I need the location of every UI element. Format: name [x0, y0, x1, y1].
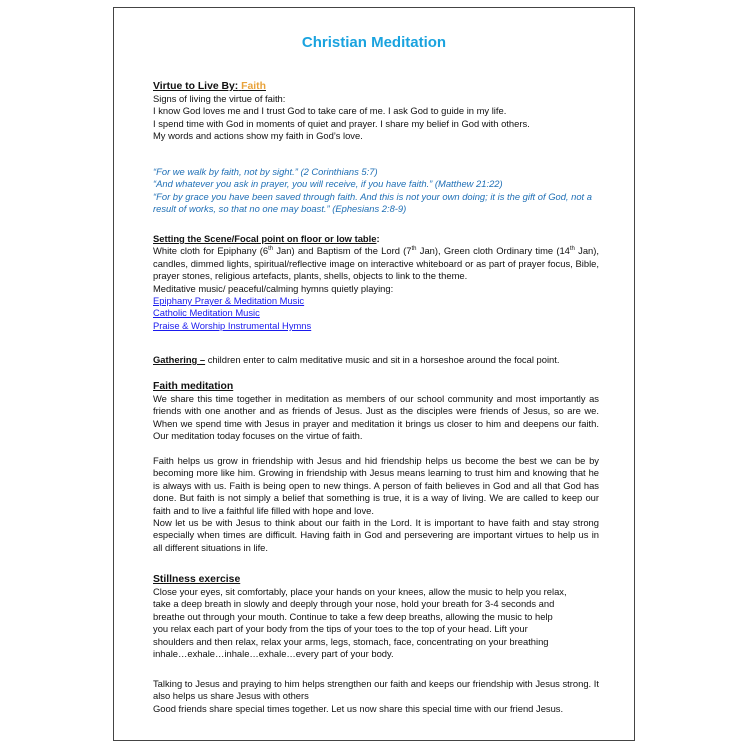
- virtue-heading: Virtue to Live By: Faith: [153, 81, 266, 92]
- closing-p2: Good friends share special times together. Let us now share this special time with our friend Jesus.: [153, 702, 564, 714]
- stillness-line-4: you relax each part of your body from the tips of your toes to the top of your head. Lift your: [153, 623, 528, 635]
- link-epiphany-music[interactable]: Epiphany Prayer & Meditation Music: [153, 295, 305, 307]
- virtue-sign-3: My words and actions show my faith in God’s love.: [153, 130, 363, 142]
- page-title: Christian Meditation: [301, 34, 447, 51]
- stillness-line-5: shoulders and then relax, relax your arms, legs, stomach, face, concentrating on your breathing: [153, 635, 549, 647]
- stillness-heading: Stillness exercise: [153, 574, 241, 585]
- quote-1: “For we walk by faith, not by sight.” (2 Corinthians 5:7): [153, 166, 378, 177]
- stillness-section: [153, 573, 599, 660]
- stillness-line-6: inhale…exhale…inhale…exhale…every part of your body.: [153, 648, 394, 660]
- gathering-label: Gathering –: [153, 354, 206, 365]
- scene-section: [153, 233, 599, 332]
- document-page: [113, 7, 635, 741]
- link-catholic-music[interactable]: Catholic Meditation Music: [153, 307, 260, 319]
- scene-heading: Setting the Scene/Focal point on floor or low table:: [153, 233, 380, 244]
- virtue-sign-1: I know God loves me and I trust God to take care of me. I ask God to guide in my life.: [153, 105, 507, 117]
- scene-text: White cloth for Epiphany (6th Jan) and Baptism of the Lord (7th Jan), Green cloth Ordinary time (14th Jan), candles, dimmed lights, spiritual/reflective image on interactive whiteboard or as part of prayer focus, Bible, prayer stones, religious artefacts, plants, shells, objects to link to the theme.: [153, 245, 599, 282]
- gathering-text: Gathering – children enter to calm meditative music and sit in a horseshoe around the focal point.: [153, 354, 560, 365]
- stillness-line-2: take a deep breath in slowly and deeply through your nose, hold your breath for 3-4 seconds and: [153, 598, 555, 610]
- link-praise-hymns[interactable]: Praise & Worship Instrumental Hymns: [153, 319, 312, 331]
- closing-section: [153, 678, 599, 715]
- faith-meditation-section: [153, 380, 599, 554]
- virtue-signs-intro: Signs of living the virtue of faith:: [153, 93, 286, 104]
- gathering-section: [153, 354, 599, 366]
- quote-3: “For by grace you have been saved through faith. And this is not your own doing; it is the gift of God, not a result of works, so that no one may boast.” (Ephesians 2:8-9): [153, 190, 592, 215]
- music-intro: Meditative music/ peaceful/calming hymns quietly playing:: [153, 282, 394, 294]
- faith-meditation-heading: Faith meditation: [153, 381, 234, 392]
- faith-meditation-p1: We share this time together in meditation as members of our school community and most importantly as friends with one another and as friends of Jesus. Just as the disciples were friends of Jesus, so are we. When we spend time with Jesus in prayer and meditation it brings us closer to him and deepens our faith. Our meditation today focuses on the virtue of faith.: [153, 393, 599, 442]
- scripture-quotes: [153, 166, 599, 216]
- virtue-section: [153, 80, 599, 143]
- closing-p1: Talking to Jesus and praying to him helps strengthen our faith and keeps our friendship with Jesus strong. It also helps us share Jesus with others: [153, 678, 599, 702]
- quote-2: “And whatever you ask in prayer, you will receive, if you have faith.” (Matthew 21:22): [153, 178, 503, 190]
- stillness-line-1: Close your eyes, sit comfortably, place your hands on your knees, allow the music to help you relax,: [153, 586, 567, 597]
- virtue-name: Faith: [241, 81, 266, 92]
- faith-meditation-p2: Faith helps us grow in friendship with Jesus and hid friendship helps us become the best we can be by becoming more like him. Growing in friendship with Jesus means learning to trust him and knowing that he is always with us. Faith is being open to new things. A person of faith believes in God and all that God has done. But faith is not simply a belief that something is true, it is a way of living. We are called to keep our faith and to live a faithful life filled with hope and love.: [153, 455, 599, 516]
- faith-meditation-p3: Now let us be with Jesus to think about our faith in the Lord. It is important to have faith and stay strong especially when times are difficult. Having faith in God and persevering are important virtues to help us in all different situations in life.: [153, 517, 599, 553]
- virtue-sign-2: I spend time with God in moments of quiet and prayer. I share my belief in God with others.: [153, 117, 530, 129]
- stillness-line-3: breathe out through your mouth. Continue to take a few deep breaths, allowing the music to help: [153, 610, 553, 622]
